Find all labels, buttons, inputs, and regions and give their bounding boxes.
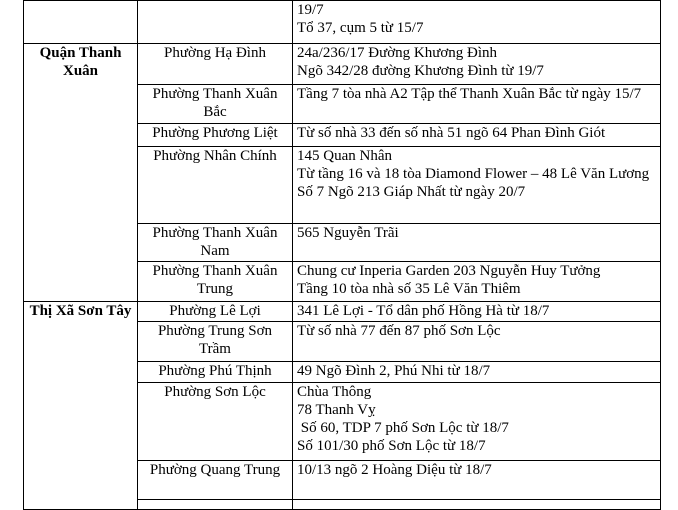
address-line: Từ số nhà 77 đến 87 phố Sơn Lộc bbox=[297, 323, 501, 339]
address-line: 10/13 ngõ 2 Hoàng Diệu từ 18/7 bbox=[297, 462, 492, 478]
address-cell bbox=[293, 1, 661, 44]
ward-cell-thanh-xuan-nam: Phường Thanh Xuân Nam bbox=[138, 224, 293, 262]
address-line: Số 60, TDP 7 phố Sơn Lộc từ 18/7 bbox=[297, 420, 509, 436]
address-cell bbox=[293, 302, 661, 322]
district-cell-son-tay: Thị Xã Sơn Tây bbox=[24, 302, 138, 510]
address-line: Ngõ 342/28 đường Khương Đình từ 19/7 bbox=[297, 63, 544, 79]
ward-cell-thanh-xuan-trung: Phường Thanh Xuân Trung bbox=[138, 262, 293, 302]
ward-cell-le-loi: Phường Lê Lợi bbox=[138, 302, 293, 322]
address-cell bbox=[293, 461, 661, 500]
ward-cell bbox=[138, 1, 293, 44]
ward-cell-trung-son-tram: Phường Trung Sơn Trầm bbox=[138, 322, 293, 362]
address-cell bbox=[293, 224, 661, 262]
address-cell bbox=[293, 322, 661, 362]
ward-cell-son-loc: Phường Sơn Lộc bbox=[138, 383, 293, 461]
ward-cell-ha-dinh: Phường Hạ Đình bbox=[138, 44, 293, 85]
district-cell-empty bbox=[24, 1, 138, 44]
ward-cell-quang-trung: Phường Quang Trung bbox=[138, 461, 293, 500]
address-line: Tổ 37, cụm 5 từ 15/7 bbox=[297, 20, 424, 36]
address-line: Chùa Thông bbox=[297, 384, 372, 400]
address-line: Số 7 Ngõ 213 Giáp Nhất từ ngày 20/7 bbox=[297, 184, 526, 200]
table-row bbox=[24, 44, 661, 85]
address-line: 24a/236/17 Đường Khương Đình bbox=[297, 45, 498, 61]
address-line: 19/7 bbox=[297, 2, 324, 18]
address-line: Từ số nhà 33 đến số nhà 51 ngõ 64 Phan Đình Giót bbox=[297, 125, 606, 141]
address-cell bbox=[293, 262, 661, 302]
address-line: Số 101/30 phố Sơn Lộc từ 18/7 bbox=[297, 438, 486, 454]
ward-cell-empty bbox=[138, 500, 293, 510]
address-line: Tầng 10 tòa nhà số 35 Lê Văn Thiêm bbox=[297, 281, 521, 297]
address-cell bbox=[293, 85, 661, 124]
address-line: Tầng 7 tòa nhà A2 Tập thể Thanh Xuân Bắc từ ngày 15/7 bbox=[297, 86, 642, 102]
address-line: 565 Nguyễn Trãi bbox=[297, 225, 399, 241]
address-cell bbox=[293, 362, 661, 383]
ward-cell-thanh-xuan-bac: Phường Thanh Xuân Bắc bbox=[138, 85, 293, 124]
location-table bbox=[23, 0, 661, 510]
district-cell-thanh-xuan: Quận Thanh Xuân bbox=[24, 44, 138, 302]
address-cell bbox=[293, 44, 661, 85]
address-line: 341 Lê Lợi - Tổ dân phố Hồng Hà từ 18/7 bbox=[297, 303, 550, 319]
address-line: Chung cư Inperia Garden 203 Nguyễn Huy Tưởng bbox=[297, 263, 601, 279]
table-row bbox=[24, 1, 661, 44]
address-cell bbox=[293, 383, 661, 461]
table-row bbox=[24, 302, 661, 322]
address-cell bbox=[293, 124, 661, 147]
address-cell bbox=[293, 147, 661, 224]
address-line: 78 Thanh Vỵ bbox=[297, 402, 376, 418]
address-line: 145 Quan Nhân bbox=[297, 148, 392, 164]
address-line: Từ tầng 16 và 18 tòa Diamond Flower – 48 Lê Văn Lương bbox=[297, 166, 650, 182]
address-line: 49 Ngõ Đình 2, Phú Nhi từ 18/7 bbox=[297, 363, 491, 379]
ward-cell-nhan-chinh: Phường Nhân Chính bbox=[138, 147, 293, 224]
ward-cell-phu-thinh: Phường Phú Thịnh bbox=[138, 362, 293, 383]
address-cell-empty bbox=[293, 500, 661, 510]
ward-cell-phuong-liet: Phường Phương Liệt bbox=[138, 124, 293, 147]
